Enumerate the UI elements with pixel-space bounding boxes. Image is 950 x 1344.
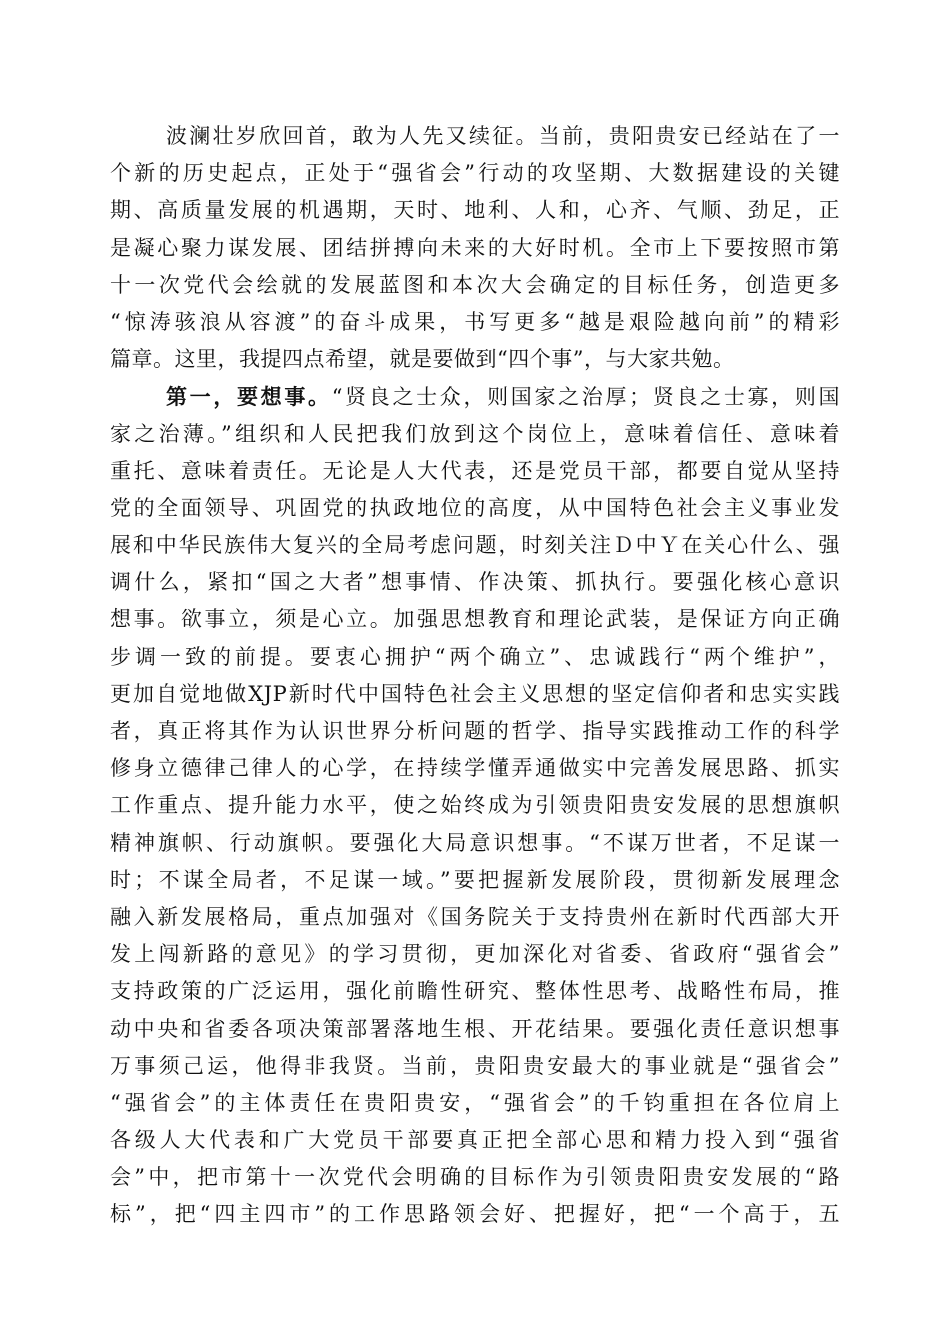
paragraph-2-line-3: 重托、意味着责任。无论是人大代表，还是党员干部，都要自觉从坚持	[110, 458, 840, 483]
paragraph-2-line-21: 各级人大代表和广大党员干部要真正把全部心思和精力投入到“强省	[110, 1128, 840, 1153]
paragraph-2-line-22: 会”中，把市第十一次党代会明确的目标作为引领贵阳贵安发展的“路	[110, 1165, 840, 1190]
section-heading: 第一，要想事。	[166, 384, 332, 410]
paragraph-2-line-18: 动中央和省委各项决策部署落地生根、开花结果。要强化责任意识想事	[110, 1016, 840, 1041]
paragraph-1-line-4: 是凝心聚力谋发展、团结拼搏向未来的大好时机。全市上下要按照市第	[110, 235, 840, 260]
paragraph-1-line-2: 个新的历史起点，正处于“强省会”行动的攻坚期、大数据建设的关键	[110, 161, 840, 186]
paragraph-2-line-20: “强省会”的主体责任在贵阳贵安，“强省会”的千钧重担在各位肩上	[110, 1090, 840, 1115]
paragraph-1-line-5: 十一次党代会绘就的发展蓝图和本次大会确定的目标任务，创造更多	[110, 272, 840, 297]
paragraph-1-line-7: 篇章。这里，我提四点希望，就是要做到“四个事”，与大家共勉。	[110, 347, 735, 372]
paragraph-2-line-13: 精神旗帜、行动旗帜。要强化大局意识想事。“不谋万世者，不足谋一	[110, 830, 840, 855]
paragraph-2-line-17: 支持政策的广泛运用，强化前瞻性研究、整体性思考、战略性布局，推	[110, 979, 840, 1004]
paragraph-1-line-1: 波澜壮岁欣回首，敢为人先又续征。当前，贵阳贵安已经站在了一	[166, 124, 840, 148]
paragraph-2-line-19: 万事须己运，他得非我贤。当前，贵阳贵安最大的事业就是“强省会”	[110, 1053, 840, 1078]
paragraph-2-first-line-text: “贤良之士众，则国家之治厚；贤良之士寡，则国	[331, 385, 841, 410]
paragraph-2-line-8: 步调一致的前提。要衷心拥护“两个确立”、忠诚践行“两个维护”，	[110, 644, 840, 669]
paragraph-2-line-6: 调什么，紧扣“国之大者”想事情、作决策、抓执行。要强化核心意识	[110, 570, 840, 595]
paragraph-2-line-14: 时；不谋全局者，不足谋一域。”要把握新发展阶段，贯彻新发展理念	[110, 867, 840, 892]
paragraph-2-line-15: 融入新发展格局，重点加强对《国务院关于支持贵州在新时代西部大开	[110, 904, 840, 929]
paragraph-2-line-9: 更加自觉地做XJP新时代中国特色社会主义思想的坚定信仰者和忠实实践	[110, 681, 840, 706]
paragraph-2-line-1	[110, 378, 840, 415]
paragraph-2-line-16: 发上闯新路的意见》的学习贯彻，更加深化对省委、省政府“强省会”	[110, 942, 840, 967]
document-page	[110, 118, 840, 1234]
paragraph-2-line-5: 展和中华民族伟大复兴的全局考虑问题，时刻关注Ｄ中Ｙ在关心什么、强	[110, 533, 840, 558]
paragraph-2-line-12: 工作重点、提升能力水平，使之始终成为引领贵阳贵安发展的思想旗帜	[110, 793, 840, 818]
paragraph-2-line-10: 者，真正将其作为认识世界分析问题的哲学、指导实践推动工作的科学	[110, 719, 840, 743]
paragraph-1-line-6: “惊涛骇浪从容渡”的奋斗成果，书写更多“越是艰险越向前”的精彩	[110, 309, 840, 334]
paragraph-2-line-7: 想事。欲事立，须是心立。加强思想教育和理论武装，是保证方向正确	[110, 607, 840, 632]
paragraph-2-line-4: 党的全面领导、巩固党的执政地位的高度，从中国特色社会主义事业发	[110, 495, 840, 520]
paragraph-2-line-2: 家之治薄。”组织和人民把我们放到这个岗位上，意味着信任、意味着	[110, 421, 840, 446]
paragraph-2-line-23: 标”，把“四主四市”的工作思路领会好、把握好，把“一个高于，五	[110, 1202, 840, 1227]
paragraph-1-line-3: 期、高质量发展的机遇期，天时、地利、人和，心齐、气顺、劲足，正	[110, 198, 840, 223]
paragraph-2-line-11: 修身立德律己律人的心学，在持续学懂弄通做实中完善发展思路、抓实	[110, 756, 840, 781]
